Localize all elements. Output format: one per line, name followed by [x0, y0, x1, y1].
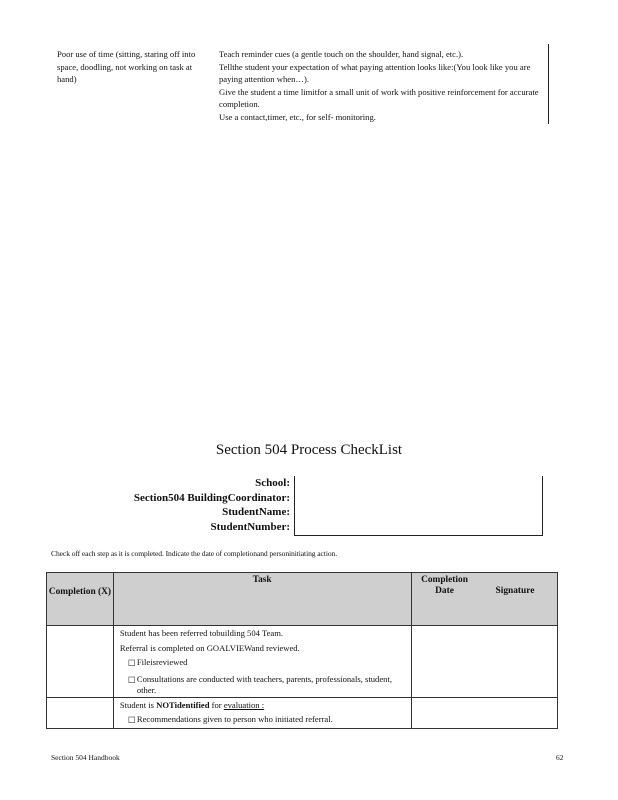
- checkbox-icon[interactable]: ☐: [127, 675, 136, 685]
- intervention-list: [210, 48, 540, 123]
- date-signature-cell[interactable]: [411, 698, 558, 729]
- task-line: Student is NOTidentified for evaluation :: [119, 700, 265, 710]
- table-row: [47, 698, 558, 729]
- task-line: Referral is completed on GOALVIEWand reviewed.: [119, 643, 300, 653]
- date-signature-cell[interactable]: [411, 626, 558, 698]
- problem-description: Poor use of time (sitting, staring off into space, doodling, not working on task at hand): [57, 49, 196, 84]
- table-row: [47, 626, 558, 698]
- checkbox-icon[interactable]: ☐: [127, 715, 136, 725]
- date-signature-header: [411, 573, 558, 626]
- table-header-row: [47, 573, 558, 626]
- student-number-label: StudentNumber:: [210, 520, 290, 533]
- page-number: 62: [556, 753, 564, 762]
- info-fill-box[interactable]: [294, 476, 543, 536]
- completion-date-header: Completion Date: [421, 575, 468, 596]
- task-cell: [113, 626, 411, 698]
- checklist-table: [46, 572, 558, 729]
- footer-title: Section 504 Handbook: [51, 753, 120, 762]
- intervention-item: Tellthe student your expectation of what paying attention looks like:(You look like you are paying attention when…).: [210, 61, 540, 86]
- completion-cell[interactable]: [47, 626, 114, 698]
- table-border: [548, 44, 549, 124]
- completion-header: Completion (X): [47, 573, 114, 626]
- info-labels: [90, 476, 290, 534]
- bullet-icon: [210, 86, 219, 111]
- intervention-item: Teach reminder cues (a gentle touch on the shoulder, hand signal, etc.).: [210, 48, 540, 61]
- signature-header: Signature: [495, 586, 535, 596]
- bullet-icon: [210, 48, 219, 61]
- completion-cell[interactable]: [47, 698, 114, 729]
- checklist-item[interactable]: ☐ Recommendations given to person who initiated referral.: [127, 714, 333, 725]
- instructions: Check off each step as it is completed. Indicate the date of completionand personinitiating action.: [51, 549, 338, 558]
- coordinator-label: Section504 BuildingCoordinator:: [133, 491, 290, 504]
- task-cell: [113, 698, 411, 729]
- checklist-item[interactable]: ☐ Fileisreviewed: [127, 657, 188, 668]
- checkbox-icon[interactable]: ☐: [127, 658, 136, 668]
- student-name-label: StudentName:: [222, 506, 290, 518]
- task-line: Student has been referred tobuilding 504 Team.: [119, 628, 284, 638]
- page-title: Section 504 Process CheckList: [215, 442, 403, 458]
- checklist-item[interactable]: ☐ Consultations are conducted with teachers, parents, professionals, student, other.: [127, 674, 392, 695]
- intervention-item: Give the student a time limitfor a small unit of work with positive reinforcement for accurate completion.: [210, 86, 540, 111]
- bullet-icon: [210, 111, 219, 124]
- school-label: School:: [255, 477, 290, 489]
- bullet-icon: [210, 61, 219, 86]
- task-header: Task: [113, 573, 411, 626]
- intervention-item: Use a contact,timer, etc., for self- monitoring.: [210, 111, 540, 124]
